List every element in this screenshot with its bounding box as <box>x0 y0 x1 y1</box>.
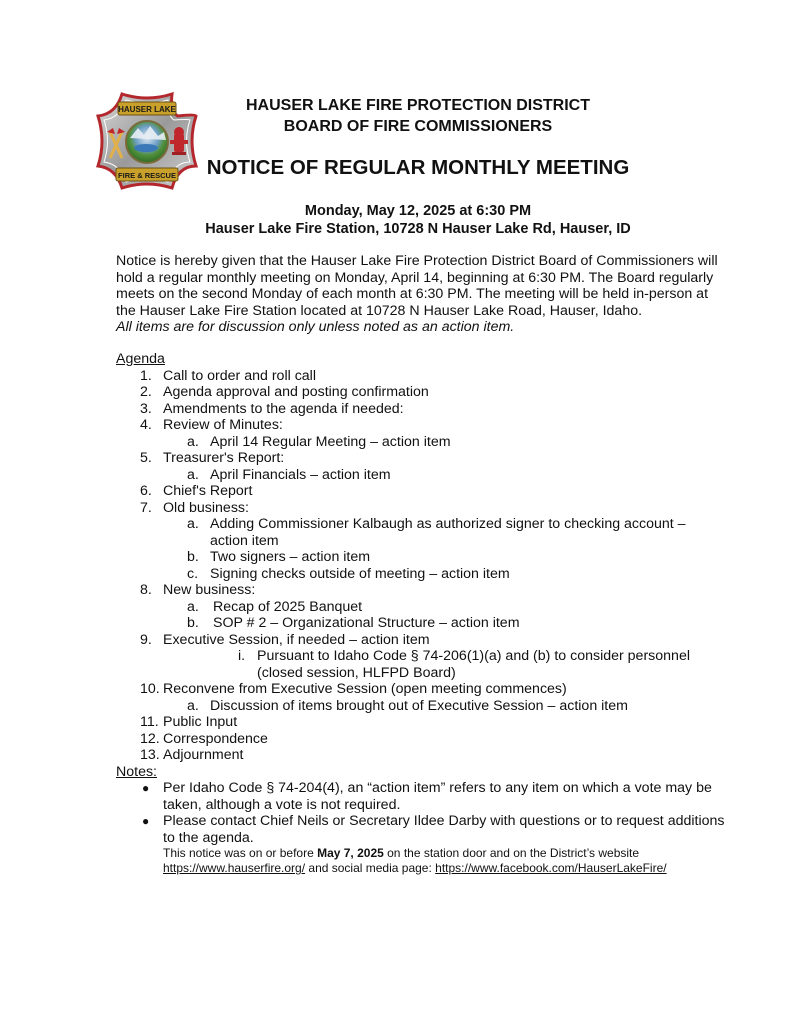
organization-name: HAUSER LAKE FIRE PROTECTION DISTRICT <box>245 97 590 114</box>
agenda-item <box>116 483 726 500</box>
agenda-subitem-text: April Financials – action item <box>210 466 391 483</box>
agenda-item <box>116 747 726 764</box>
agenda-subitem-number: a. <box>187 598 199 615</box>
facebook-link[interactable]: https://www.facebook.com/HauserLakeFire/ <box>435 861 667 875</box>
agenda-item-text: Reconvene from Executive Session (open meeting commences) <box>163 681 567 697</box>
agenda-subitem-text: Discussion of items brought out of Executive Session – action item <box>210 697 628 714</box>
logo-bottom-text: FIRE & RESCUE <box>118 171 176 180</box>
agenda-item-text: Correspondence <box>163 730 268 747</box>
agenda-item-number: 11. <box>140 714 159 730</box>
agenda-subitem <box>116 615 726 632</box>
agenda-subitem-number: a. <box>187 466 199 483</box>
agenda-item-text: Agenda approval and posting confirmation <box>163 384 429 400</box>
agenda-subitem-number: a. <box>187 433 199 450</box>
agenda-item-number: 8. <box>140 582 152 598</box>
note-bullet <box>116 780 726 813</box>
agenda-subitem-text: Recap of 2025 Banquet <box>213 598 363 615</box>
agenda-item-text: Treasurer's Report: <box>163 450 285 466</box>
social-text: and social media page: <box>305 861 436 875</box>
maltese-cross-badge-icon <box>94 88 200 194</box>
note-text: Per Idaho Code § 74-204(4), an “action item” refers to any item on which a vote may be taken, although a vote is not required. <box>163 780 712 813</box>
note-text: Please contact Chief Neils or Secretary Ildee Darby with questions or to request additions to the agenda. <box>163 813 725 846</box>
agenda-subitem-text: Signing checks outside of meeting – action item <box>210 565 510 582</box>
bullet-icon: ● <box>142 814 150 828</box>
agenda-subsubitem-text: Pursuant to Idaho Code § 74-206(1)(a) and (b) to consider personnel (closed session, HLFPD Board) <box>257 648 690 681</box>
agenda-subsubitem <box>116 648 726 681</box>
agenda-subitem-text: April 14 Regular Meeting – action item <box>210 433 451 450</box>
agenda-item <box>116 500 726 517</box>
posting-date: May 7, 2025 <box>317 846 384 860</box>
agenda-item <box>116 384 726 401</box>
board-name: BOARD OF FIRE COMMISSIONERS <box>283 118 553 135</box>
page-title: NOTICE OF REGULAR MONTHLY MEETING <box>206 156 630 179</box>
agenda-subitem-text: Adding Commissioner Kalbaugh as authorized signer to checking account – action item <box>210 516 686 549</box>
agenda-subitem <box>116 549 726 566</box>
meeting-date-time: Monday, May 12, 2025 at 6:30 PM <box>304 203 532 219</box>
intro-italic-note: All items are for discussion only unless noted as an action item. <box>116 319 515 335</box>
agenda-item <box>116 450 726 467</box>
agenda-item <box>116 632 726 649</box>
agenda-subitem <box>116 566 726 583</box>
fire-district-logo <box>94 88 200 194</box>
notes-heading: Notes: <box>116 763 158 780</box>
agenda-item-number: 12. <box>140 730 160 747</box>
intro-text: Notice is hereby given that the Hauser Lake Fire Protection District Board of Commissioners will hold a regular monthly meeting on Monday, April 14, beginning at 6:30 PM. The Board regularly meets on the second Monday of each month at 6:30 PM. The meeting will be held in-person at the Hauser Lake Fire Station located at 10728 N Hauser Lake Road, Hauser, Idaho. <box>116 253 718 319</box>
agenda-item <box>116 681 726 698</box>
meeting-location: Hauser Lake Fire Station, 10728 N Hauser Lake Rd, Hauser, ID <box>205 221 631 237</box>
agenda-subitem-number: c. <box>187 565 199 582</box>
agenda-item-number: 6. <box>140 483 152 499</box>
agenda-item-number: 3. <box>140 400 152 417</box>
agenda-item-text: Amendments to the agenda if needed: <box>163 400 404 417</box>
agenda-subitem <box>116 698 726 715</box>
agenda-item-text: Review of Minutes: <box>163 417 283 433</box>
agenda-item-text: Executive Session, if needed – action item <box>163 631 430 648</box>
agenda-item <box>116 731 726 748</box>
logo-top-text: HAUSER LAKE <box>118 105 176 114</box>
agenda-heading: Agenda <box>116 351 165 367</box>
agenda-subitem <box>116 467 726 484</box>
agenda-item-text: New business: <box>163 582 256 598</box>
agenda-subitem <box>116 434 726 451</box>
agenda-subitem-text: Two signers – action item <box>210 549 371 565</box>
agenda-item <box>116 368 726 385</box>
agenda-item-text: Old business: <box>163 499 249 516</box>
agenda-subitem-number: a. <box>187 516 199 532</box>
agenda-item <box>116 417 726 434</box>
agenda-item-number: 7. <box>140 499 152 516</box>
agenda-item-number: 2. <box>140 384 152 400</box>
agenda-item-number: 10. <box>140 681 160 697</box>
agenda-item-number: 4. <box>140 417 152 433</box>
posting-notice <box>116 846 726 876</box>
agenda-item-text: Chief's Report <box>163 483 253 499</box>
agenda-item <box>116 582 726 599</box>
agenda-item-text: Public Input <box>163 714 238 730</box>
website-link[interactable]: https://www.hauserfire.org/ <box>163 861 306 875</box>
agenda-subitem-number: a. <box>187 697 199 714</box>
agenda-subitem-text: SOP # 2 – Organizational Structure – action item <box>213 615 520 631</box>
agenda-item-number: 5. <box>140 450 152 466</box>
agenda-item-text: Call to order and roll call <box>163 367 316 384</box>
agenda-subsubitem-number: i. <box>238 648 246 664</box>
posting-prefix: This notice was on or before <box>163 846 318 860</box>
agenda-item <box>116 714 726 731</box>
agenda-subitem-number: b. <box>187 549 199 565</box>
agenda-subitem-number: b. <box>187 615 199 631</box>
posting-suffix: on the station door and on the District’s website <box>383 846 640 860</box>
agenda-item-number: 9. <box>140 631 152 648</box>
agenda-subitem <box>116 599 726 616</box>
agenda-subitem <box>116 516 726 549</box>
notes-list <box>116 780 726 846</box>
intro-paragraph <box>116 253 726 336</box>
agenda-item-number: 1. <box>140 367 152 384</box>
agenda-item-text: Adjournment <box>163 747 244 763</box>
bullet-icon: ● <box>142 781 150 795</box>
note-bullet <box>116 813 726 846</box>
agenda-section <box>116 351 726 876</box>
agenda-list <box>116 368 726 764</box>
agenda-item-number: 13. <box>140 747 160 763</box>
agenda-item <box>116 401 726 418</box>
